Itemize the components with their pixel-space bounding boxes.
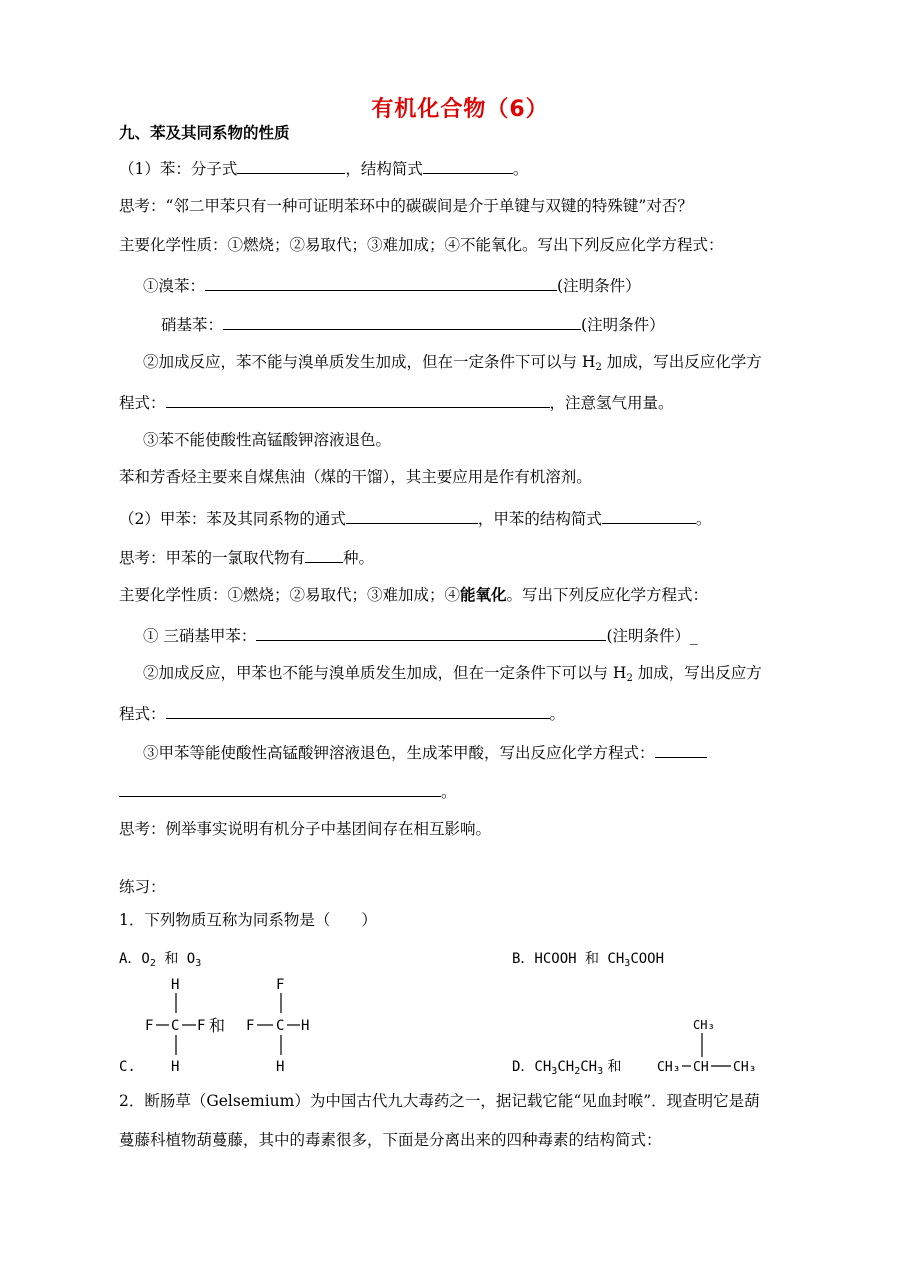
condition-note: (注明条件）_ [606,627,698,645]
think-question-2 [119,546,374,568]
think2-tail: 种。 [343,549,375,567]
addition-text: ②加成反应，苯不能与溴单质发生加成，但在一定条件下可以与 H [143,353,596,371]
option-d-isobutane-structure [655,1014,765,1076]
benzene-properties: 主要化学性质：①燃烧；②易取代；③难加成；④不能氧化。写出下列反应化学方程式： [119,236,724,254]
oxidation-text: ③甲苯等能使酸性高锰酸钾溶液退色，生成苯甲酸，写出反应化学方程式： [143,744,655,762]
think-question-3: 思考：例举事实说明有机分子中基团间存在相互影响。 [119,820,492,838]
benzene-source: 苯和芳香烃主要来自煤焦油（煤的干馏），其主要应用是作有机溶剂。 [119,468,592,486]
option-b-text: B．HCOOH 和 CH [512,951,625,967]
blank-nitrobenzene-eq[interactable] [223,313,581,330]
page-title: 有机化合物（6） [371,97,549,122]
condition-note: (注明条件） [581,316,665,334]
option-c-label: C. [119,1059,136,1075]
option-d-text: CH [557,1059,575,1075]
ch-center: CH [693,1060,709,1075]
option-a [119,949,201,969]
think2-text: 思考：甲苯的一氯取代物有 [119,549,306,567]
atom-f-right: F [197,1018,206,1034]
oxidation-line-2 [119,780,457,802]
subscript: 3 [195,958,202,969]
bromobenzene-label: ①溴苯： [143,277,206,295]
oxidation-line [143,741,707,763]
blank-general-formula[interactable] [346,507,478,524]
tnt-label: ① 三硝基甲苯： [143,627,257,645]
blank-isomer-count[interactable] [305,546,343,563]
benzene-structure-label: ，结构简式 [345,160,423,178]
props-tail: 。写出下列反应化学方程式： [506,586,709,604]
option-c-and: 和 [209,1016,226,1035]
question-2-line-2: 蔓藤科植物葫蔓藤，其中的毒素很多，下面是分离出来的四种毒素的结构简式： [119,1131,662,1149]
subscript: 2 [574,1066,581,1077]
period: 。 [549,705,566,723]
toluene-equation-line [119,702,565,724]
blank-hydrogenation-eq[interactable] [166,391,550,408]
addition-text: ②加成反应，甲苯也不能与溴单质发生加成，但在一定条件下可以与 H [143,664,627,682]
subscript: 2 [149,958,156,969]
addition-text-tail: 加成，写出反应方 [632,664,762,682]
practice-heading: 练习： [119,878,166,896]
option-a-text: A．O [119,951,150,967]
atom-h-bottom: H [276,1059,285,1075]
section-heading: 九、苯及其同系物的性质 [119,124,290,142]
ch3-right: CH₃ [733,1060,757,1075]
general-formula-label: （2）甲苯：苯及其同系物的通式 [119,510,346,528]
subscript: 3 [597,1066,604,1077]
toluene-structure-label: ，甲苯的结构简式 [477,510,602,528]
benzene-formula-line [119,157,528,179]
subscript: 3 [551,1066,558,1077]
props-bold: 能氧化 [460,586,507,604]
subscript: 2 [595,362,602,373]
option-a-mid: 和 O [155,951,196,967]
period: 。 [512,160,529,178]
equation-note: ，注意氢气用量。 [549,394,674,412]
option-b-tail: COOH [630,951,665,967]
tnt-line [143,624,698,646]
structure-chf2-left [145,977,205,1075]
atom-h-right: H [301,1018,310,1034]
benzene-formula-label: （1）苯：分子式 [119,160,238,178]
blank-toluene-hydrogenation-eq[interactable] [166,702,550,719]
blank-bromobenzene-eq[interactable] [205,274,557,291]
blank-structure-formula[interactable] [423,157,513,174]
atom-f-left: F [145,1018,154,1034]
props-text: 主要化学性质：①燃烧；②易取代；③难加成；④ [119,586,461,604]
atom-h-top: H [171,977,180,993]
subscript: 3 [624,958,631,969]
blank-oxidation-eq-start[interactable] [655,741,707,758]
nitrobenzene-label: 硝基苯： [161,316,224,334]
blank-toluene-structure[interactable] [602,507,696,524]
condition-note: (注明条件） [557,277,641,295]
kmno4-note: ③苯不能使酸性高锰酸钾溶液退色。 [143,431,392,449]
atom-h-bottom: H [171,1059,180,1075]
addition-text-tail: 加成，写出反应化学方 [601,353,762,371]
option-d-text: D．CH [512,1059,552,1075]
think-question-1: 思考：“邻二甲苯只有一种可证明苯环中的碳碳间是介于单键与双键的特殊键”对否？ [119,197,693,215]
atom-f-top: F [276,977,285,993]
ch3-left: CH₃ [657,1060,681,1075]
option-d [512,1057,622,1077]
bromobenzene-line [143,274,641,296]
period: 。 [441,783,457,801]
question-2-line-1: 2．断肠草（Gelsemium）为中国古代九大毒药之一，据记载它能“见血封喉”．现查明它是葫 [119,1092,760,1110]
toluene-formula-line [119,507,711,529]
benzene-addition-line [143,352,762,372]
blank-oxidation-eq[interactable] [119,780,441,797]
equation-label: 程式： [119,705,166,723]
atom-f-left: F [246,1018,255,1034]
ch3-top: CH₃ [693,1018,715,1032]
toluene-addition-line [143,663,762,683]
option-b [512,949,664,969]
subscript: 2 [626,673,633,684]
blank-tnt-eq[interactable] [256,624,606,641]
option-d-and: 和 [603,1059,622,1075]
atom-c: C [276,1018,285,1034]
period: 。 [695,510,712,528]
nitrobenzene-line [161,313,665,335]
blank-molecular-formula[interactable] [237,157,345,174]
question-1: 1．下列物质互称为同系物是（ ） [119,911,377,929]
structure-chf2-right [246,977,309,1075]
option-c-structures [140,975,340,1075]
option-d-text: CH [580,1059,598,1075]
atom-c: C [171,1018,180,1034]
equation-label: 程式： [119,394,166,412]
toluene-properties [119,585,708,605]
benzene-equation-line [119,391,674,413]
